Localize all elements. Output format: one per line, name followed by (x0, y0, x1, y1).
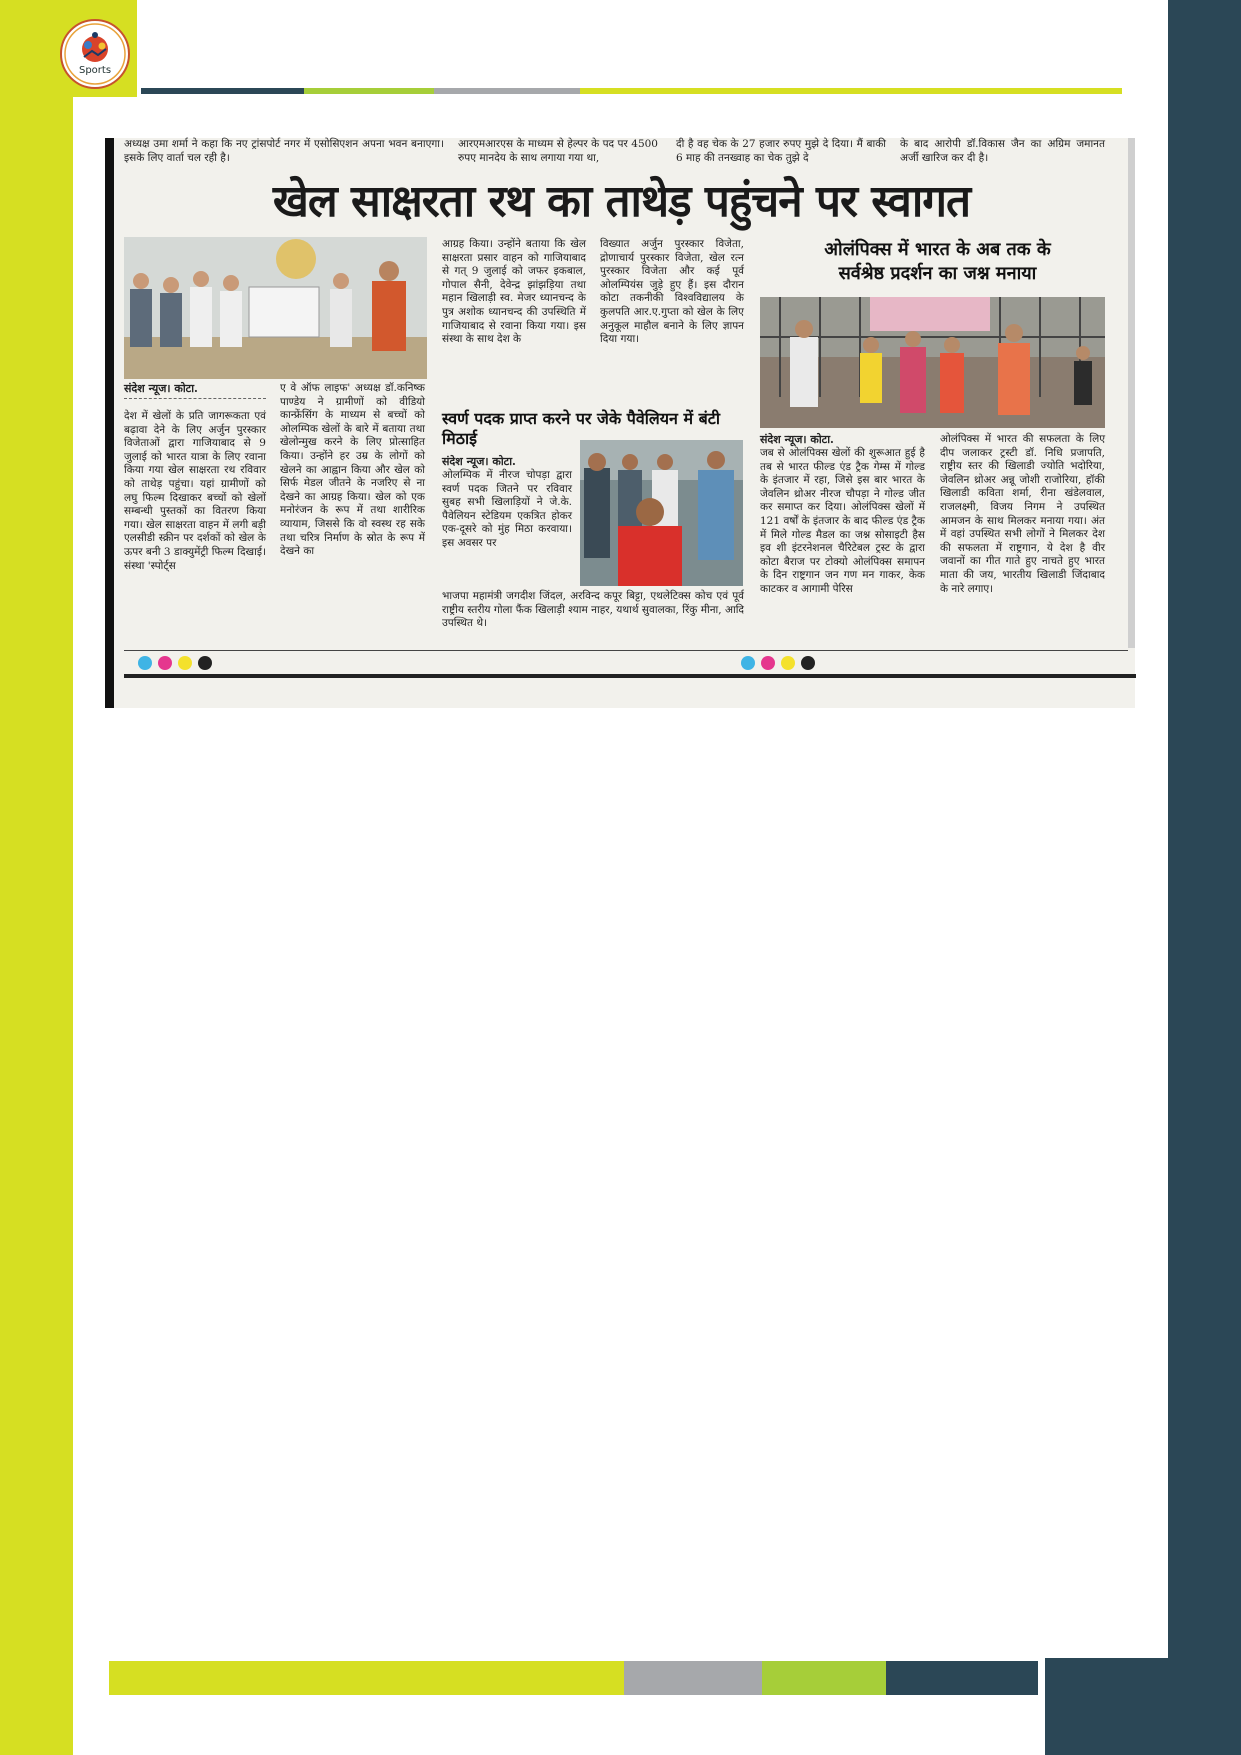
clipping-bottom-rule (124, 674, 1136, 678)
story2-photo (580, 440, 743, 586)
left-color-band (0, 0, 73, 1755)
top-line-navy (141, 88, 304, 94)
clipping-left-rule (105, 138, 114, 708)
bottom-bar-grey (624, 1661, 762, 1695)
story2-text-narrow: ओलम्पिक में नीरज चोपड़ा द्वारा स्वर्ण पदक जितने पर रविवार सुबह सभी खिलाड़ियों ने जे.के. पैवेलियन स्टेडियम एकत्रित होकर एक-दूसरे को मुंह मिठा करवाया। इस अवसर पर (442, 469, 572, 549)
top-line-grey (434, 88, 580, 94)
story3-col1-text: जब से ओलंपिक्स खेलों की शुरूआत हुई है तब से भारत फील्ड एंड ट्रैक गेम्स में गोल्ड के इंतजार में रहा, जिसे इस बार भारत के जेवलिन थ्रोअर नीरज चौपड़ा ने गोल्ड जीत कर समाप्त कर दिया। ओलंपिक्स खेलों में 121 वर्षों के इंतजार के बाद फील्ड एंड ट्रैक में मिले गोल्ड मैडल का जश्न सोसाइटी हैस इव शी इंटरनेशनल चैरिटेबल ट्रस्ट के द्वारा कोटा बैराज पर टोक्यो ओलंपिक्स समापन के दिन राष्ट्रगान जन गण मन गाकर, केक काटकर व आगामी पेरिस (760, 447, 925, 595)
top-line-green (304, 88, 434, 94)
fragment-1: अध्यक्ष उमा शर्मा ने कहा कि नए ट्रांसपोर्ट नगर में एसोसिएशन अपना भवन बनाएगा। इसके लिए वार्ता चल रही है। (124, 138, 444, 164)
clipping-right-rule (1128, 138, 1135, 648)
registration-dot (781, 656, 795, 670)
registration-dot (801, 656, 815, 670)
story1-col4-text: विख्यात अर्जुन पुरस्कार विजेता, द्रोणाचार्य पुरस्कार विजेता, खेल रत्न पुरस्कार विजेता और कई पूर्व ओलम्पियंस जुड़े हुए हैं। इस दौरान कोटा तकनीकी विश्वविद्यालय के कुलपति आर.ए.गुप्ता को खेल के लिए अनुकूल माहौल बनाने के लिए ज्ञापन दिया गया। (600, 238, 744, 346)
story2-byline: संदेश न्यूज। कोटा. (442, 455, 516, 468)
bottom-bar-lime (109, 1661, 624, 1695)
main-headline: खेल साक्षरता रथ का ताथेड़ पहुंचने पर स्वागत (272, 176, 971, 227)
story1-photo (124, 237, 427, 379)
right-color-band (1168, 0, 1241, 1755)
bottom-bar-navy (886, 1661, 1038, 1695)
athletes-photo-icon (580, 440, 743, 586)
story1-byline: संदेश न्यूज। कोटा. (124, 382, 198, 395)
registration-dot (138, 656, 152, 670)
story3-byline: संदेश न्यूज। कोटा. (760, 433, 834, 446)
fragment-3: दी है वह चेक के 27 हजार रुपए मुझे दे दिया। मैं बाकी 6 माह की तनख्वाह का चेक तुझे दे (676, 138, 886, 164)
registration-dot (178, 656, 192, 670)
ceremony-photo-icon (124, 237, 427, 379)
top-line-lime (580, 88, 1122, 94)
story2-text-wide: भाजपा महामंत्री जगदीश जिंदल, अरविन्द कपूर बिट्टा, एथलेटिक्स कोच एवं पूर्व राष्ट्रीय स्तरीय गोला फैंक खिलाड़ी श्याम नाहर, यथार्थ सुवालका, रिंकु मीना, आदि उपस्थित थे। (442, 590, 744, 630)
story3-headline (760, 238, 1115, 286)
fragment-4: के बाद आरोपी डॉ.विकास जैन का अग्रिम जमानत अर्जी खारिज कर दी है। (900, 138, 1105, 164)
registration-dot (761, 656, 775, 670)
story3-headline-line1: ओलंपिक्स में भारत के अब तक के (824, 239, 1051, 260)
registration-dot (741, 656, 755, 670)
registration-dot (158, 656, 172, 670)
story1-col1-text: देश में खेलों के प्रति जागरूकता एवं बढ़ावा देने के लिए अर्जुन पुरस्कार विजेताओं द्वारा गाजियाबाद से 9 जुलाई को भारत यात्रा के लिए रवाना किया गया खेल साक्षरता रथ रविवार को ताथेड़ पहुंचा। यहां ग्रामीणों को लघु फिल्म दिखाकर बच्चों को खेलों सम्बन्धी पुस्तकों का वितरण किया गया। खेल साक्षरता वाहन में लगी बड़ी एलसीडी स्क्रीन पर दर्शकों को खेल के ऊपर बनी 3 डाक्युमेंट्री फिल्म दिखाई। संस्था 'स्पोर्ट्स (124, 410, 266, 572)
logo-word: Sports (78, 65, 112, 76)
celebration-photo-icon (760, 297, 1105, 428)
registration-dot (198, 656, 212, 670)
story1-col2-text: ए वे ऑफ लाइफ' अध्यक्ष डॉ.कनिष्क पाण्डेय ने ग्रामीणों को वीडियो कान्फ्रेंसिंग के माध्यम से बच्चों को ओलम्पिक खेलों के बारे में बताया तथा खेलोन्मुख करने के लिए प्रोत्साहित किया। उन्होंने हर उम्र के लोगों को खेलने का आह्वान किया और खेल को सिर्फ मेडल जीतने के नजरिए से ना देखने का आग्रह किया। खेल को एक मनोरंजन के रूप में तथा शारीरिक व्यायाम, जिससे कि वो स्वस्थ रह सके तथा चरित्र निर्माण के स्रोत के रूप में देखने का (280, 382, 425, 558)
byline-divider (124, 398, 266, 399)
story3-col2-text: ओलंपिक्स में भारत की सफलता के लिए दीप जलाकर ट्रस्टी डॉ. निधि प्रजापति, राष्ट्रीय स्तर की खिलाडी ज्योति भदोरिया, जेवलिन थ्रोअर अन्नू जोशी राजोरिया, हॉकी खिलाडी कविता शर्मा, रीना खंडेलवाल, राजलक्ष्मी, विजय निगम ने उपस्थित आमजन के साथ मिलकर मनाया गया। अंत में वहां उपस्थित सभी लोगों ने मिलकर देश की सफलता में राष्ट्रगान, ये देश है वीर जवानों का गीत गाते हुए नाचते हुए भारत माता की जय, भारतीय खिलाडी जिंदाबाद के नारे लगाए। (940, 433, 1105, 595)
bottom-bar-green (762, 1661, 886, 1695)
story3-photo (760, 297, 1105, 428)
clipping-thin-rule (124, 650, 1128, 651)
sports-logo (60, 19, 130, 89)
bottom-right-color-block (1045, 1658, 1168, 1755)
sports-logo-icon (62, 21, 128, 87)
story1-col3-text: आग्रह किया। उन्होंने बताया कि खेल साक्षरता प्रसार वाहन को गाजियाबाद से गत् 9 जुलाई को जफर इकबाल, गोपाल सैनी, देवेन्द्र झांझड़िया तथा महान खिलाड़ी स्व. मेजर ध्यानचन्द के पुत्र अशोक ध्यानचन्द की उपस्थिति में गाजियाबाद से रवाना किया गया। इस संस्था के साथ देश के (442, 238, 586, 346)
story2-headline: स्वर्ण पदक प्राप्त करने पर जेके पैवेलियन में बंटी मिठाई (442, 409, 720, 448)
story3-headline-line2: सर्वश्रेष्ठ प्रदर्शन का जश्न मनाया (838, 263, 1037, 284)
fragment-2: आरएमआरएस के माध्यम से हेल्पर के पद पर 4500 रुपए मानदेय के साथ लगाया गया था, (458, 138, 658, 164)
